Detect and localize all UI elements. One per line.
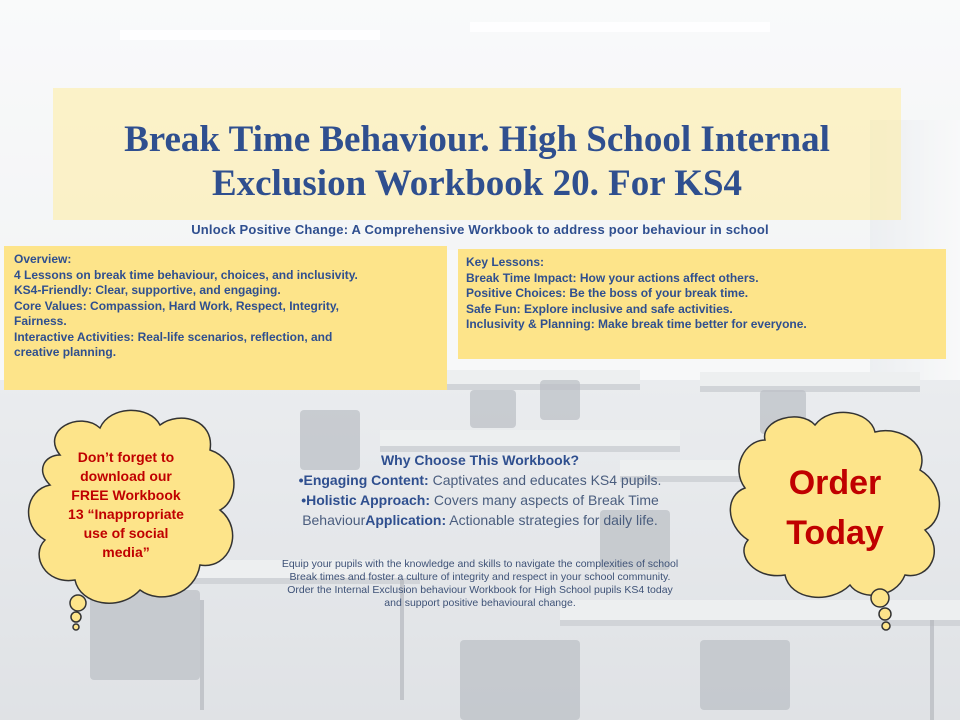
overview-line: creative planning. bbox=[14, 345, 117, 359]
title-line-1: Break Time Behaviour. High School Internal bbox=[124, 119, 830, 160]
paragraph-line: and support positive behavioural change. bbox=[384, 597, 576, 609]
engaging-text: Captivates and educates KS4 pupils. bbox=[428, 472, 662, 488]
free-workbook-line: Don’t forget to bbox=[77, 449, 175, 465]
overview-line: Interactive Activities: Real-life scenarios, reflection, and bbox=[14, 329, 333, 344]
free-workbook-line: download our bbox=[80, 468, 172, 484]
overview-line: KS4-Friendly: Clear, supportive, and engaging. bbox=[14, 283, 281, 297]
behaviour-word: Behaviour bbox=[302, 512, 366, 528]
free-workbook-line: FREE Workbook bbox=[71, 487, 181, 503]
overview-line: 4 Lessons on break time behaviour, choices, and inclusivity. bbox=[14, 267, 358, 282]
free-workbook-line: 13 “Inappropriate bbox=[68, 506, 184, 522]
why-heading: Why Choose This Workbook? bbox=[380, 452, 580, 468]
order-line: Order bbox=[788, 464, 882, 502]
overview-heading: Overview: bbox=[14, 252, 72, 266]
key-lessons-heading: Key Lessons: bbox=[466, 255, 545, 269]
closing-paragraph bbox=[250, 558, 710, 610]
why-choose-section bbox=[250, 450, 710, 530]
why-line-engaging bbox=[250, 470, 710, 490]
why-line-application bbox=[250, 510, 710, 530]
key-lesson-line: Break Time Impact: How your actions affect others. bbox=[466, 270, 759, 285]
paragraph-line: Equip your pupils with the knowledge and skills to navigate the complexities of school bbox=[281, 558, 679, 570]
order-today-text bbox=[735, 458, 935, 558]
key-lesson-line: Inclusivity & Planning: Make break time better for everyone. bbox=[466, 317, 807, 331]
paragraph-line: Order the Internal Exclusion behaviour Workbook for High School pupils KS4 today bbox=[287, 584, 673, 596]
why-line-holistic bbox=[250, 490, 710, 510]
title-line-2: Exclusion Workbook 20. For KS4 bbox=[211, 163, 743, 204]
holistic-label: •Holistic Approach: bbox=[301, 492, 431, 508]
engaging-label: •Engaging Content: bbox=[298, 472, 429, 488]
overview-line: Core Values: Compassion, Hard Work, Respect, Integrity, bbox=[14, 298, 339, 313]
application-label: Application: bbox=[365, 512, 447, 528]
paragraph-line: Break times and foster a culture of integrity and respect in your school community. bbox=[289, 571, 671, 583]
order-line: Today bbox=[786, 514, 884, 552]
subtitle: Unlock Positive Change: A Comprehensive Workbook to address poor behaviour in school bbox=[191, 222, 769, 237]
free-workbook-line: media” bbox=[102, 544, 150, 560]
key-lesson-line: Positive Choices: Be the boss of your break time. bbox=[466, 286, 749, 300]
free-workbook-line: use of social bbox=[83, 525, 169, 541]
overview-line: Fairness. bbox=[14, 314, 67, 328]
key-lesson-line: Safe Fun: Explore inclusive and safe activities. bbox=[466, 301, 733, 316]
application-text: Actionable strategies for daily life. bbox=[446, 512, 658, 528]
holistic-text: Covers many aspects of Break Time bbox=[430, 492, 659, 508]
